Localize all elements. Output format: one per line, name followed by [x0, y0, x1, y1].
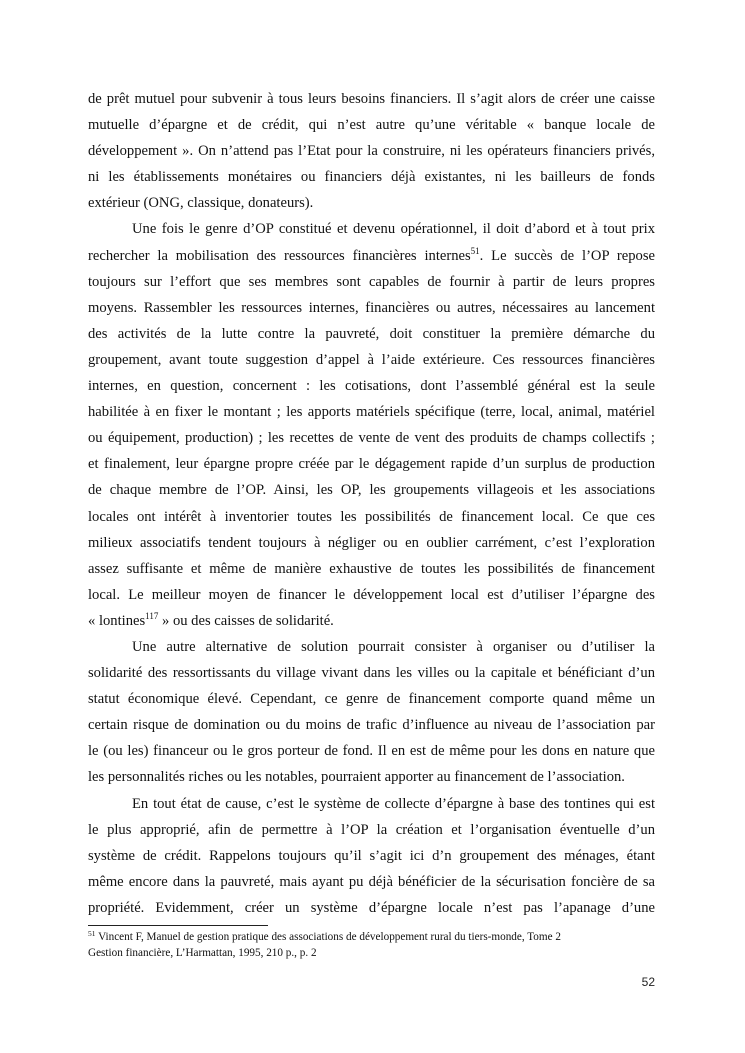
footnote-line — [88, 930, 655, 946]
body-text — [88, 86, 655, 921]
text-line: En tout état de cause, c’est le système de collecte d’épargne à base des tontines qui est — [132, 795, 655, 812]
text-line: locales ont intérêt à inventorier toutes les possibilités de financement local. Ce que ces — [88, 508, 655, 525]
text-line: et finalement, leur épargne propre créée par le dégagement rapide d’un surplus de production — [88, 456, 655, 473]
footnote-text: Vincent F, Manuel de gestion pratique des associations de développement rural du tiers-monde, Tome 2 — [95, 931, 561, 943]
text-line: certain risque de domination ou du moins de trafic d’influence au niveau de l’association par — [88, 717, 655, 734]
footnote-reference[interactable]: 51 — [470, 245, 480, 256]
text-line: de prêt mutuel pour subvenir à tous leurs besoins financiers. Il s’agit alors de créer une caisse — [88, 91, 655, 107]
text-line: solidarité des ressortissants du village vivant dans les villes ou la capitale et bénéficiant d’un — [88, 665, 655, 682]
footnote — [88, 930, 655, 961]
text-line: développement ». On n’attend pas l’Etat pour la construire, ni les opérateurs financiers privés, — [88, 143, 655, 160]
text-segment: » ou des caisses de solidarité. — [158, 612, 334, 629]
text-line: le plus approprié, afin de permettre à l’OP la création et l’organisation éventuelle d’un — [88, 821, 655, 838]
text-line: les personnalités riches ou les notables, pourraient apporter au financement de l’association. — [88, 769, 625, 786]
text-line: internes, en question, concernent : les cotisations, dont l’assemblé général est la seule — [88, 378, 655, 395]
text-line-with-footnote-ref — [88, 243, 655, 269]
text-segment: . Le succès de l’OP repose — [479, 247, 655, 264]
text-line: Une fois le genre d’OP constitué et devenu opérationnel, il doit d’abord et à tout prix — [132, 221, 655, 238]
text-line: le (ou les) financeur ou le gros porteur de fond. Il en est de même pour les dons en nature que — [88, 743, 655, 760]
text-line: propriété. Evidemment, créer un système d’épargne locale n’est pas l’apanage d’une — [88, 899, 655, 916]
text-line: ni les établissements monétaires ou financiers déjà existantes, ni les bailleurs de fonds — [88, 169, 655, 186]
text-line: extérieur (ONG, classique, donateurs). — [88, 195, 314, 212]
footnote-number: 51 — [88, 930, 96, 938]
text-line: de chaque membre de l’OP. Ainsi, les OP, les groupements villageois et les associations — [88, 482, 655, 499]
text-line: des activités de la lutte contre la pauvreté, doit constituer la première démarche du — [88, 325, 655, 342]
text-line: toujours sur l’effort que ses membres sont capables de fournir à partir de leurs propres — [88, 273, 655, 290]
text-line: moyens. Rassembler les ressources internes, financières ou autres, nécessaires au lancement — [88, 299, 655, 316]
text-line: milieux associatifs tendent toujours à négliger ou en oublier carrément, c’est l’exploration — [88, 534, 655, 551]
footnote-separator — [88, 925, 268, 926]
text-line: Une autre alternative de solution pourrait consister à organiser ou d’utiliser la — [132, 638, 655, 655]
text-line: système de crédit. Rappelons toujours qu’il s’agit ici d’n groupement des ménages, étant — [88, 847, 655, 864]
text-line: même encore dans la pauvreté, mais ayant pu déjà bénéficier de la sécurisation foncière de sa — [88, 873, 655, 890]
text-line-with-footnote-ref — [88, 608, 655, 634]
text-line: habilitée à en fixer le montant ; les apports matériels spécifique (terre, local, animal, matériel — [88, 404, 655, 421]
footnote-reference[interactable]: 117 — [145, 610, 159, 621]
page-number: 52 — [641, 975, 655, 989]
text-segment: « lontines — [88, 612, 146, 629]
text-line: ou équipement, production) ; les recettes de vente de vent des produits de champs collectifs ; — [88, 430, 655, 447]
text-line: local. Le meilleur moyen de financer le développement local est d’utiliser l’épargne des — [88, 586, 655, 603]
text-line: groupement, avant toute suggestion d’appel à l’aide extérieure. Ces ressources financières — [88, 351, 655, 368]
text-line: mutuelle d’épargne et de crédit, qui n’est autre qu’une véritable « banque locale de — [88, 117, 655, 134]
text-line: statut économique élevé. Cependant, ce genre de financement comporte quand même un — [88, 691, 655, 708]
text-segment: rechercher la mobilisation des ressources financières internes — [88, 247, 471, 264]
text-line: assez suffisante et même de manière exhaustive de toutes les possibilités de financement — [88, 560, 655, 577]
footnote-line: Gestion financière, L’Harmattan, 1995, 210 p., p. 2 — [88, 946, 317, 959]
